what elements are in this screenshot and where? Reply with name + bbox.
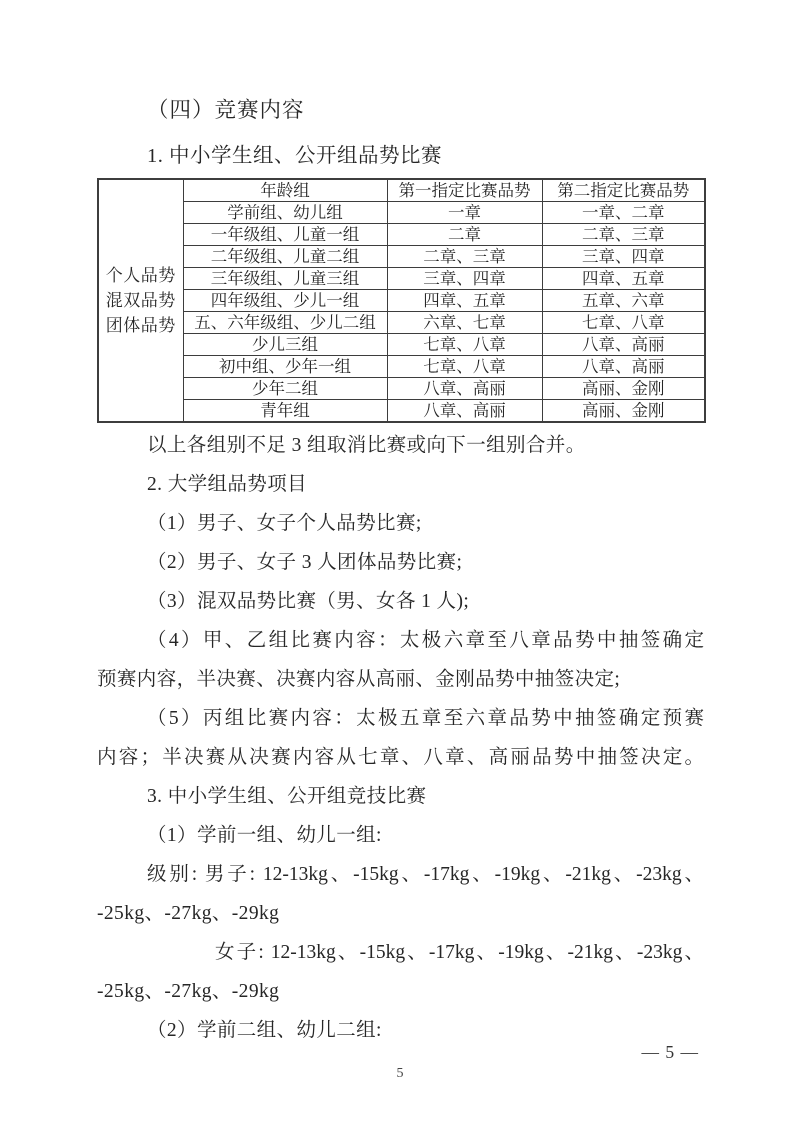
list-item-line: 预赛内容，半决赛、决赛内容从高丽、金刚品势中抽签决定; bbox=[97, 669, 621, 690]
table-cell: 三章、四章 bbox=[387, 268, 542, 290]
table-row bbox=[98, 334, 705, 356]
table-cell: 五章、六章 bbox=[542, 290, 705, 312]
table-cell: 七章、八章 bbox=[387, 356, 542, 378]
table-cell: 八章、高丽 bbox=[387, 400, 542, 423]
table-cell: 八章、高丽 bbox=[387, 378, 542, 400]
table-cell: 二章、三章 bbox=[387, 246, 542, 268]
table-cell: 少儿三组 bbox=[183, 334, 387, 356]
table-side-label bbox=[98, 179, 183, 422]
footer-page-marker: — 5 — bbox=[641, 1042, 699, 1062]
table-cell: 三年级组、儿童三组 bbox=[183, 268, 387, 290]
side-label-line: 个人品势 bbox=[105, 266, 176, 285]
table-row bbox=[98, 290, 705, 312]
side-label-line: 团体品势 bbox=[105, 316, 176, 335]
table-row bbox=[98, 400, 705, 423]
table-header-row bbox=[98, 179, 705, 202]
list-item-line: （5）丙组比赛内容：太极五章至六章品势中抽签确定预赛 bbox=[147, 708, 704, 729]
poomsae-table bbox=[97, 178, 706, 423]
table-cell: 一年级组、儿童一组 bbox=[183, 224, 387, 246]
weights-men-line: 级别: 男子: 12-13kg、-15kg、-17kg、-19kg、-21kg、-23kg、 bbox=[147, 864, 704, 885]
subsection1-title: 1. 中小学生组、公开组品势比赛 bbox=[147, 145, 442, 167]
table-row bbox=[98, 356, 705, 378]
table-cell: 六章、七章 bbox=[387, 312, 542, 334]
table-header-cell: 第二指定比赛品势 bbox=[542, 179, 705, 202]
table-cell: 二章 bbox=[387, 224, 542, 246]
table-cell: 七章、八章 bbox=[387, 334, 542, 356]
table-row bbox=[98, 312, 705, 334]
table-note: 以上各组别不足 3 组取消比赛或向下一组别合并。 bbox=[147, 435, 586, 456]
table-header-cell: 年龄组 bbox=[183, 179, 387, 202]
table-cell: 初中组、少年一组 bbox=[183, 356, 387, 378]
list-item: （3）混双品势比赛（男、女各 1 人); bbox=[147, 591, 470, 612]
side-label-line: 混双品势 bbox=[105, 291, 176, 310]
table-cell: 四年级组、少儿一组 bbox=[183, 290, 387, 312]
table-cell: 少年二组 bbox=[183, 378, 387, 400]
page-content bbox=[97, 0, 704, 1050]
table-cell: 青年组 bbox=[183, 400, 387, 423]
weights-men-line: -25kg、-27kg、-29kg bbox=[97, 903, 280, 924]
table-cell: 八章、高丽 bbox=[542, 356, 705, 378]
list-item: （2）男子、女子 3 人团体品势比赛; bbox=[147, 552, 463, 573]
weights-women-line: -25kg、-27kg、-29kg bbox=[97, 981, 280, 1002]
table-cell: 二章、三章 bbox=[542, 224, 705, 246]
table-cell: 一章、二章 bbox=[542, 202, 705, 224]
list-item: （2）学前二组、幼儿二组: bbox=[147, 1020, 382, 1041]
section-heading: （四）竞赛内容 bbox=[147, 98, 305, 122]
table-cell: 一章 bbox=[387, 202, 542, 224]
table-cell: 三章、四章 bbox=[542, 246, 705, 268]
table-row bbox=[98, 224, 705, 246]
table-cell: 七章、八章 bbox=[542, 312, 705, 334]
table-cell: 八章、高丽 bbox=[542, 334, 705, 356]
list-item-line: （4）甲、乙组比赛内容：太极六章至八章品势中抽签确定 bbox=[147, 630, 704, 651]
subsection2-title: 2. 大学组品势项目 bbox=[147, 474, 308, 495]
table-cell: 五、六年级组、少儿二组 bbox=[183, 312, 387, 334]
table-row bbox=[98, 202, 705, 224]
subsection3-title: 3. 中小学生组、公开组竞技比赛 bbox=[147, 786, 427, 807]
table-cell: 学前组、幼儿组 bbox=[183, 202, 387, 224]
table-cell: 高丽、金刚 bbox=[542, 400, 705, 423]
table-cell: 四章、五章 bbox=[387, 290, 542, 312]
table-row bbox=[98, 268, 705, 290]
list-item-line: 内容；半决赛从决赛内容从七章、八章、高丽品势中抽签决定。 bbox=[97, 747, 704, 768]
table-row bbox=[98, 246, 705, 268]
table-cell: 四章、五章 bbox=[542, 268, 705, 290]
footer-page-number: 5 bbox=[396, 1066, 404, 1081]
table-cell: 二年级组、儿童二组 bbox=[183, 246, 387, 268]
table-header-cell: 第一指定比赛品势 bbox=[387, 179, 542, 202]
list-item: （1）学前一组、幼儿一组: bbox=[147, 825, 382, 846]
weights-women-line: 女子: 12-13kg、-15kg、-17kg、-19kg、-21kg、-23kg、 bbox=[215, 942, 704, 963]
table-row bbox=[98, 378, 705, 400]
table-cell: 高丽、金刚 bbox=[542, 378, 705, 400]
list-item: （1）男子、女子个人品势比赛; bbox=[147, 513, 422, 534]
